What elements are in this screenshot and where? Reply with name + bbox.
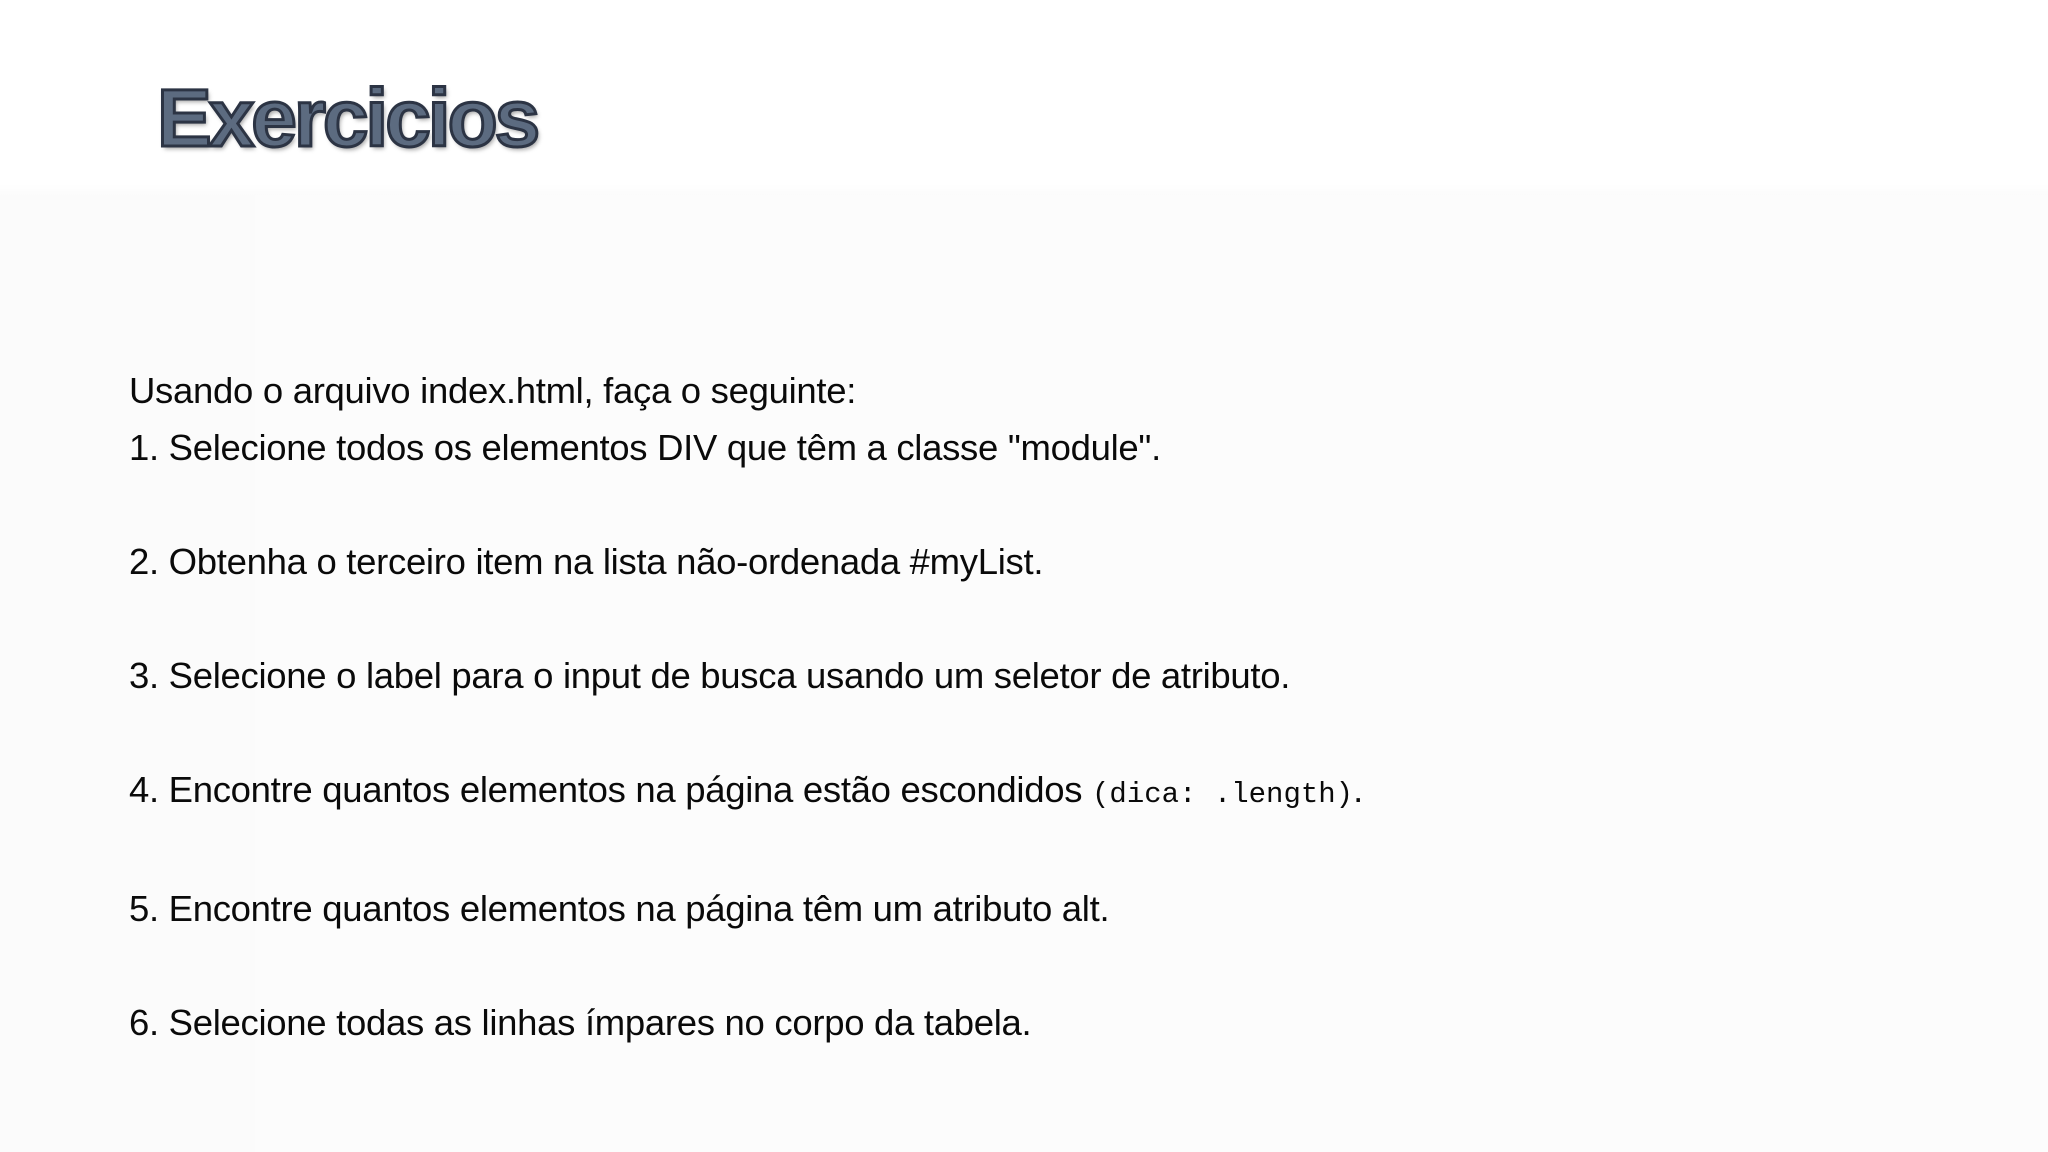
exercise-item-4-text: 4. Encontre quantos elementos na página estão escondidos	[129, 769, 1093, 810]
exercise-item-5: 5. Encontre quantos elementos na página têm um atributo alt.	[129, 888, 1110, 929]
exercise-item-6: 6. Selecione todas as linhas ímpares no corpo da tabela.	[129, 1002, 1032, 1043]
intro-line: Usando o arquivo index.html, faça o seguinte:	[129, 370, 857, 411]
exercise-item-4-period: .	[1353, 769, 1363, 810]
exercise-item-3: 3. Selecione o label para o input de busca usando um seletor de atributo.	[129, 655, 1291, 696]
slide-body	[129, 362, 1829, 1051]
exercise-item-1: 1. Selecione todos os elementos DIV que têm a classe "module".	[129, 427, 1161, 468]
exercise-item-4-code-hint: (dica: .length)	[1092, 778, 1354, 811]
exercise-item-4	[129, 761, 1829, 823]
exercise-item-2: 2. Obtenha o terceiro item na lista não-ordenada #myList.	[129, 541, 1044, 582]
slide-title: Exercicios	[157, 73, 538, 164]
